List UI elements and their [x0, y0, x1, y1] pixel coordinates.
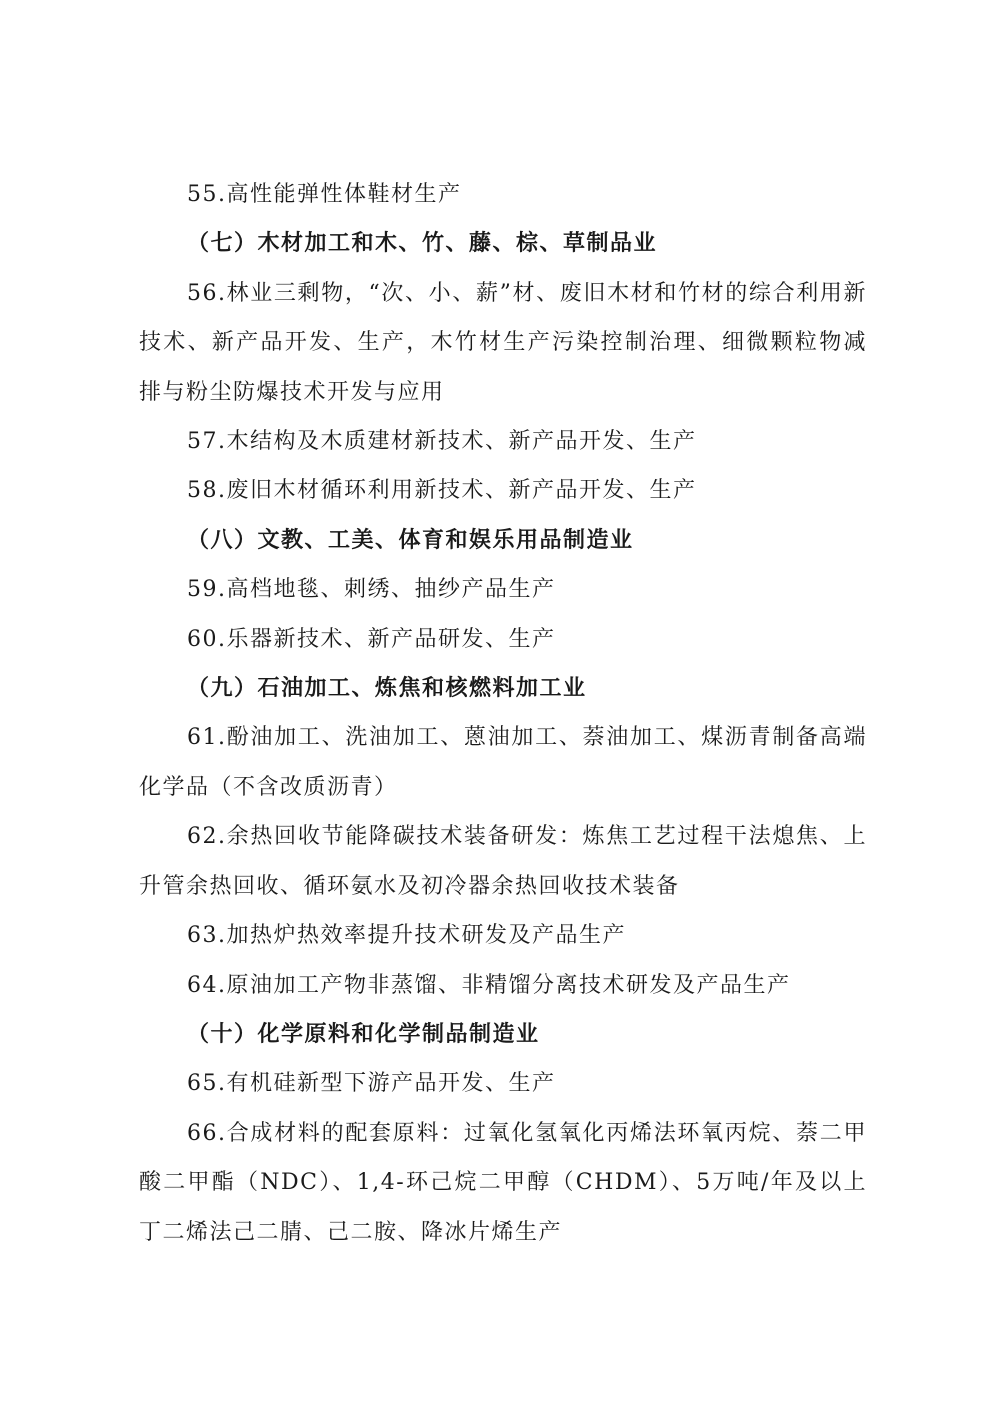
item-56: 56.林业三剩物，“次、小、薪”材、废旧木材和竹材的综合利用新技术、新产品开发、生产，木竹材生产污染控制治理、细微颗粒物减排与粉尘防爆技术开发与应用	[139, 280, 867, 405]
section-heading-8: （八）文教、工美、体育和娱乐用品制造业	[187, 526, 634, 553]
item-64: 64.原油加工产物非蒸馏、非精馏分离技术研发及产品生产	[187, 972, 791, 998]
section-heading-10: （十）化学原料和化学制品制造业	[187, 1020, 540, 1047]
item-61: 61.酚油加工、洗油加工、蒽油加工、萘油加工、煤沥青制备高端化学品（不含改质沥青）	[139, 725, 867, 800]
item-62: 62.余热回收节能降碳技术装备研发：炼焦工艺过程干法熄焦、上升管余热回收、循环氨水及初冷器余热回收技术装备	[139, 824, 867, 899]
document-body	[139, 170, 867, 1257]
item-66: 66.合成材料的配套原料：过氧化氢氧化丙烯法环氧丙烷、萘二甲酸二甲酯（NDC）、1,4-环己烷二甲醇（CHDM）、5万吨/年及以上丁二烯法己二腈、己二胺、降冰片烯生产	[139, 1120, 867, 1245]
item-55: 55.高性能弹性体鞋材生产	[187, 182, 462, 207]
section-heading-7: （七）木材加工和木、竹、藤、棕、草制品业	[187, 230, 658, 257]
item-65: 65.有机硅新型下游产品开发、生产	[187, 1071, 556, 1097]
section-heading-9: （九）石油加工、炼焦和核燃料加工业	[187, 675, 587, 702]
item-63: 63.加热炉热效率提升技术研发及产品生产	[187, 923, 626, 949]
item-59: 59.高档地毯、刺绣、抽纱产品生产	[187, 577, 556, 603]
item-57: 57.木结构及木质建材新技术、新产品开发、生产	[187, 429, 697, 455]
item-58: 58.废旧木材循环利用新技术、新产品开发、生产	[187, 478, 697, 504]
item-60: 60.乐器新技术、新产品研发、生产	[187, 626, 556, 652]
